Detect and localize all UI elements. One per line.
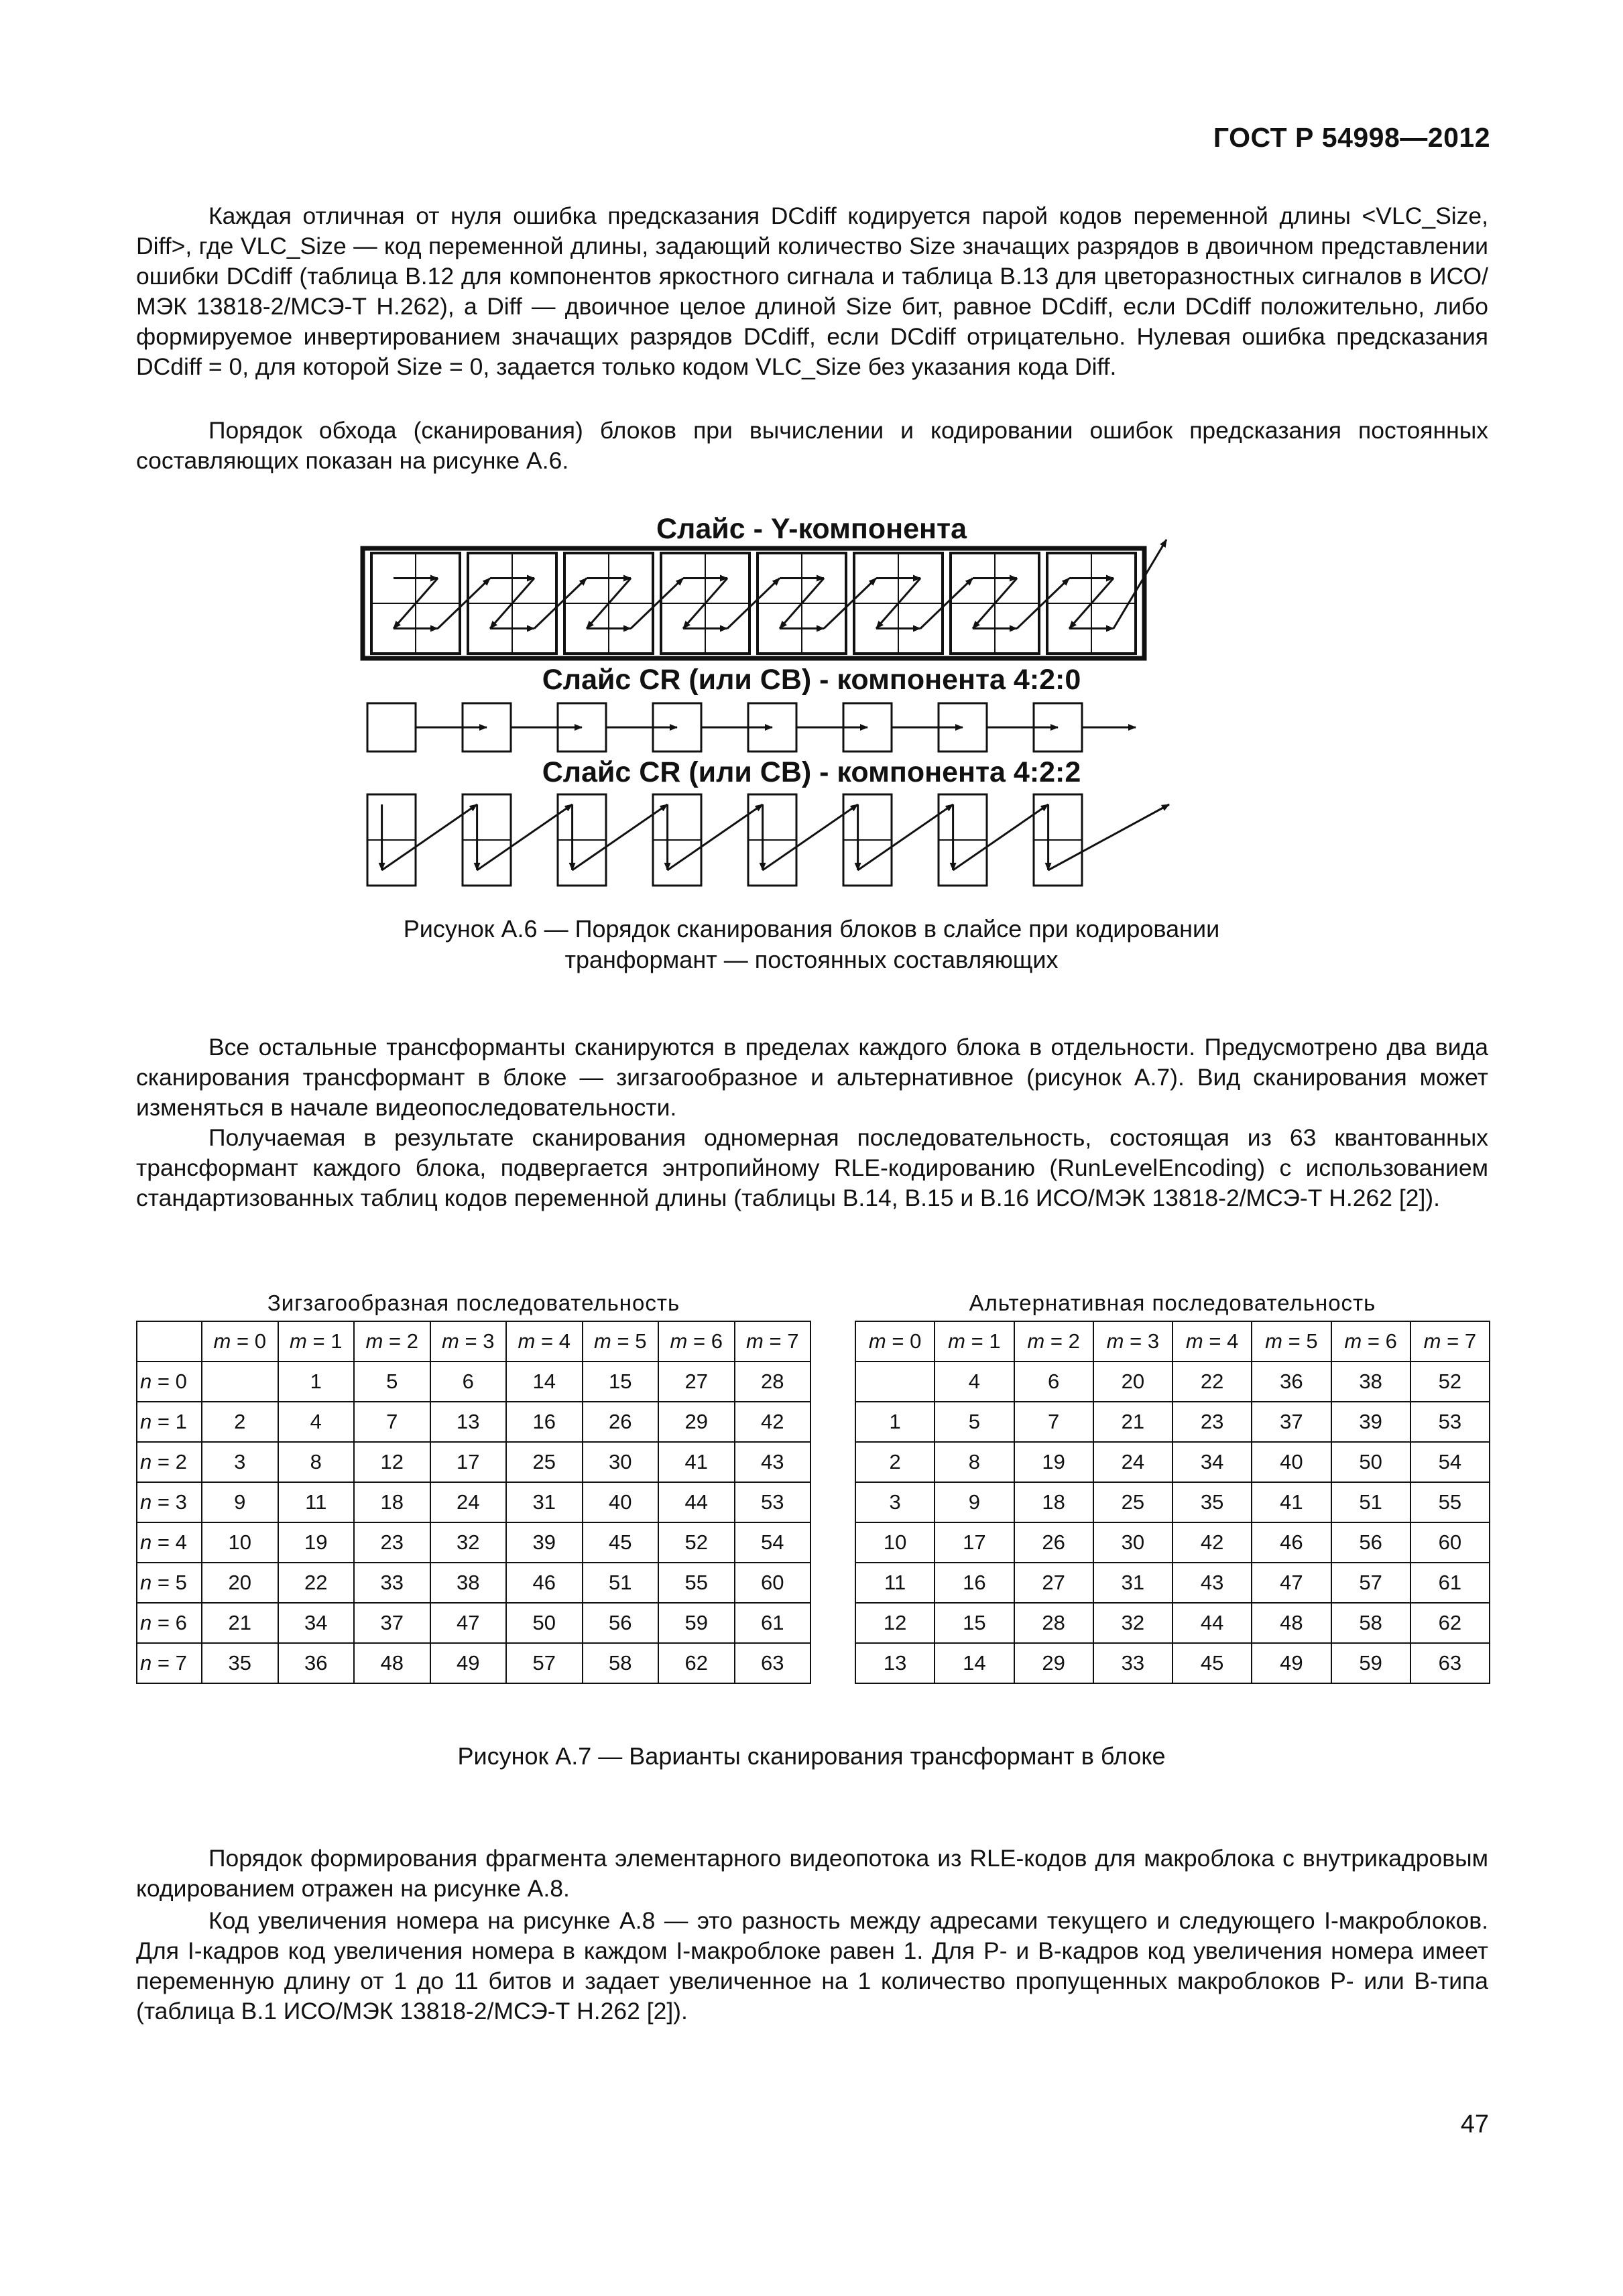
table-cell: 24 — [430, 1482, 507, 1522]
table-row — [137, 1442, 810, 1482]
table-cell: 10 — [202, 1522, 278, 1563]
table-cell: 14 — [506, 1362, 583, 1402]
table-cell: 53 — [1410, 1402, 1490, 1442]
column-header: m = 5 — [583, 1321, 659, 1362]
table-cell: 56 — [583, 1603, 659, 1643]
table-cell: 46 — [506, 1563, 583, 1603]
paragraph-rle — [136, 1123, 1488, 1213]
table-cell: 31 — [506, 1482, 583, 1522]
table-cell: 37 — [1252, 1402, 1331, 1442]
table-cell: 9 — [935, 1482, 1014, 1522]
table-cell: 4 — [935, 1362, 1014, 1402]
row-header: n = 2 — [137, 1442, 202, 1482]
figure-a6-caption — [0, 914, 1623, 975]
table-cell: 39 — [506, 1522, 583, 1563]
table-cell: 27 — [658, 1362, 735, 1402]
row-header: n = 7 — [137, 1643, 202, 1683]
table-cell: 23 — [1173, 1402, 1252, 1442]
table-cell: 25 — [506, 1442, 583, 1482]
table-cell: 25 — [1093, 1482, 1173, 1522]
table-cell: 43 — [1173, 1563, 1252, 1603]
table-cell: 3 — [202, 1442, 278, 1482]
document-header: ГОСТ Р 54998—2012 — [1213, 122, 1490, 153]
table-cell: 19 — [1014, 1442, 1093, 1482]
table-row — [137, 1522, 810, 1563]
figure-title-cr422: Слайс CR (или CB) - компонента 4:2:2 — [542, 756, 1081, 788]
row-header: n = 3 — [137, 1482, 202, 1522]
cr-422-slice — [367, 794, 1169, 886]
table-cell: 48 — [354, 1643, 430, 1683]
column-header: m = 7 — [735, 1321, 811, 1362]
table-cell: 55 — [1410, 1482, 1490, 1522]
table-cell: 16 — [506, 1402, 583, 1442]
table-row — [855, 1643, 1490, 1683]
table-cell: 5 — [935, 1402, 1014, 1442]
table-cell: 50 — [506, 1603, 583, 1643]
table-cell: 28 — [735, 1362, 811, 1402]
table-cell: 19 — [278, 1522, 355, 1563]
paragraph-text: Все остальные трансформанты сканируются в пределах каждого блока в отдельности. Предусмотрено два вида сканирования трансформант в блоке — зигзагообразное и альтернативное (рисунок А.7). Вид сканирования может изменяться в начале видеопоследовательности. — [136, 1034, 1488, 1121]
table-cell: 31 — [1093, 1563, 1173, 1603]
column-header: m = 2 — [354, 1321, 430, 1362]
zigzag-table-title: Зигзагообразная последовательность — [267, 1290, 680, 1315]
table-row — [137, 1563, 810, 1603]
table-cell: 21 — [202, 1603, 278, 1643]
table-cell: 32 — [430, 1522, 507, 1563]
figure-title-cr420: Слайс CR (или CB) - компонента 4:2:0 — [542, 664, 1081, 696]
table-cell: 27 — [1014, 1563, 1093, 1603]
table-cell: 40 — [1252, 1442, 1331, 1482]
table-cell: 10 — [855, 1522, 935, 1563]
table-cell: 32 — [1093, 1603, 1173, 1643]
column-header: m = 5 — [1252, 1321, 1331, 1362]
row-header: n = 4 — [137, 1522, 202, 1563]
row-header: n = 0 — [137, 1362, 202, 1402]
table-cell: 6 — [430, 1362, 507, 1402]
table-cell: 12 — [855, 1603, 935, 1643]
column-header: m = 6 — [1331, 1321, 1410, 1362]
table-cell: 54 — [1410, 1442, 1490, 1482]
column-header: m = 7 — [1410, 1321, 1490, 1362]
table-row — [137, 1482, 810, 1522]
table-cell: 42 — [735, 1402, 811, 1442]
table-row — [855, 1442, 1490, 1482]
table-cell: 7 — [1014, 1402, 1093, 1442]
y-component-slice — [363, 540, 1166, 658]
table-cell: 61 — [1410, 1563, 1490, 1603]
table-cell: 5 — [354, 1362, 430, 1402]
table-cell: 40 — [583, 1482, 659, 1522]
table-cell: 26 — [1014, 1522, 1093, 1563]
table-cell: 1 — [278, 1362, 355, 1402]
column-header: m = 0 — [855, 1321, 935, 1362]
row-header: n = 5 — [137, 1563, 202, 1603]
table-cell: 52 — [658, 1522, 735, 1563]
table-cell: 18 — [354, 1482, 430, 1522]
table-cell: 52 — [1410, 1362, 1490, 1402]
table-cell: 59 — [658, 1603, 735, 1643]
paragraph-bitstream — [136, 1844, 1488, 1904]
table-row — [855, 1362, 1490, 1402]
row-header: n = 6 — [137, 1603, 202, 1643]
column-header: m = 3 — [1093, 1321, 1173, 1362]
table-cell: 36 — [278, 1643, 355, 1683]
paragraph-address-increment — [136, 1906, 1488, 2027]
caption-line: Рисунок А.6 — Порядок сканирования блоков в слайсе при кодировании — [403, 915, 1220, 943]
table-cell: 42 — [1173, 1522, 1252, 1563]
table-row — [855, 1563, 1490, 1603]
table-cell: 58 — [583, 1643, 659, 1683]
table-cell: 28 — [1014, 1603, 1093, 1643]
column-header: m = 1 — [278, 1321, 355, 1362]
table-cell: 4 — [278, 1402, 355, 1442]
table-cell: 30 — [1093, 1522, 1173, 1563]
table-cell: 60 — [1410, 1522, 1490, 1563]
table-cell: 41 — [658, 1442, 735, 1482]
table-cell: 17 — [935, 1522, 1014, 1563]
table-cell: 62 — [658, 1643, 735, 1683]
table-row — [137, 1402, 810, 1442]
table-cell: 61 — [735, 1603, 811, 1643]
table-cell: 38 — [430, 1563, 507, 1603]
table-cell: 34 — [278, 1603, 355, 1643]
table-cell: 15 — [583, 1362, 659, 1402]
table-row — [137, 1643, 810, 1683]
table-cell: 2 — [855, 1442, 935, 1482]
table-header-row — [855, 1321, 1490, 1362]
table-row — [137, 1603, 810, 1643]
paragraph-text: Порядок обхода (сканирования) блоков при вычислении и кодировании ошибок предсказания постоянных составляющих показан на рисунке А.6. — [136, 417, 1488, 474]
table-cell: 30 — [583, 1442, 659, 1482]
table-cell: 59 — [1331, 1643, 1410, 1683]
paragraph-text: Каждая отличная от нуля ошибка предсказания DCdiff кодируется парой кодов переменной длины <VLC_Size, Diff>, где VLC_Size — код переменной длины, задающий количество Size значащих разрядов в двоичном представлении ошибки DCdiff (таблица В.12 для компонентов яркостного сигнала и таблица В.13 для цветоразностных сигналов в ИСО/МЭК 13818-2/МСЭ-Т Н.262), а Diff — двоичное целое длиной Size бит, равное DCdiff, если DCdiff положительно, либо формируемое инвертированием значащих разрядов DCdiff, если DCdiff отрицательно. Нулевая ошибка предсказания DCdiff = 0, для которой Size = 0, задается только кодом VLC_Size без указания кода Diff. — [136, 202, 1488, 380]
column-header: m = 1 — [935, 1321, 1014, 1362]
table-cell: 2 — [202, 1402, 278, 1442]
table-row — [855, 1522, 1490, 1563]
table-cell: 45 — [1173, 1643, 1252, 1683]
table-cell: 9 — [202, 1482, 278, 1522]
column-header: m = 4 — [1173, 1321, 1252, 1362]
table-cell: 18 — [1014, 1482, 1093, 1522]
table-row — [855, 1402, 1490, 1442]
table-cell: 14 — [935, 1643, 1014, 1683]
paragraph-text: Получаемая в результате сканирования одномерная последовательность, состоящая из 63 квантованных трансформант каждого блока, подвергается энтропийному RLE-кодированию (RunLevelEncoding) с использованием стандартизованных таблиц кодов переменной длины (таблицы В.14, В.15 и В.16 ИСО/МЭК 13818-2/МСЭ-Т Н.262 [2]). — [136, 1124, 1488, 1211]
column-header: m = 0 — [202, 1321, 278, 1362]
table-cell: 34 — [1173, 1442, 1252, 1482]
table-cell: 35 — [1173, 1482, 1252, 1522]
table-cell: 63 — [1410, 1643, 1490, 1683]
column-header: m = 2 — [1014, 1321, 1093, 1362]
table-cell: 35 — [202, 1643, 278, 1683]
caption-line: транформант — постоянных составляющих — [564, 946, 1059, 973]
cr-420-slice — [367, 703, 1136, 751]
table-cell: 15 — [935, 1603, 1014, 1643]
table-cell: 47 — [1252, 1563, 1331, 1603]
table-cell: 13 — [430, 1402, 507, 1442]
paragraph-text: Порядок формирования фрагмента элементарного видеопотока из RLE-кодов для макроблока с внутрикадровым кодированием отражен на рисунке А.8. — [136, 1845, 1488, 1902]
table-cell: 49 — [430, 1643, 507, 1683]
table-cell: 11 — [278, 1482, 355, 1522]
table-cell: 39 — [1331, 1402, 1410, 1442]
table-cell: 41 — [1252, 1482, 1331, 1522]
column-header: m = 6 — [658, 1321, 735, 1362]
table-cell: 63 — [735, 1643, 811, 1683]
figure-a7-caption: Рисунок А.7 — Варианты сканирования трансформант в блоке — [457, 1742, 1166, 1770]
table-cell: 21 — [1093, 1402, 1173, 1442]
table-cell: 17 — [430, 1442, 507, 1482]
table-header-row — [137, 1321, 810, 1362]
table-cell: 62 — [1410, 1603, 1490, 1643]
table-cell: 54 — [735, 1522, 811, 1563]
table-cell: 33 — [354, 1563, 430, 1603]
table-cell: 43 — [735, 1442, 811, 1482]
column-header: m = 4 — [506, 1321, 583, 1362]
table-cell: 6 — [1014, 1362, 1093, 1402]
table-cell: 60 — [735, 1563, 811, 1603]
table-cell: 20 — [1093, 1362, 1173, 1402]
table-row — [855, 1482, 1490, 1522]
figure-title-y: Слайс - Y-компонента — [656, 513, 967, 545]
table-cell: 36 — [1252, 1362, 1331, 1402]
table-cell: 50 — [1331, 1442, 1410, 1482]
corner-cell — [137, 1321, 202, 1362]
table-cell: 56 — [1331, 1522, 1410, 1563]
table-cell: 24 — [1093, 1442, 1173, 1482]
table-cell: 12 — [354, 1442, 430, 1482]
alternative-table — [855, 1321, 1490, 1684]
table-cell: 51 — [1331, 1482, 1410, 1522]
table-cell: 11 — [855, 1563, 935, 1603]
table-cell: 48 — [1252, 1603, 1331, 1643]
table-cell: 7 — [354, 1402, 430, 1442]
table-cell — [202, 1362, 278, 1402]
table-cell: 44 — [1173, 1603, 1252, 1643]
zigzag-table — [136, 1321, 811, 1684]
row-header: n = 1 — [137, 1402, 202, 1442]
alt-table-title: Альтернативная последовательность — [969, 1290, 1376, 1315]
table-cell: 33 — [1093, 1643, 1173, 1683]
paragraph-scanning-types — [136, 1032, 1488, 1123]
column-header: m = 3 — [430, 1321, 507, 1362]
table-cell: 53 — [735, 1482, 811, 1522]
table-cell: 26 — [583, 1402, 659, 1442]
figure-a6-diagram — [0, 0, 1623, 965]
page-number: 47 — [1460, 2110, 1489, 2138]
table-cell: 58 — [1331, 1603, 1410, 1643]
table-cell: 44 — [658, 1482, 735, 1522]
table-cell: 8 — [935, 1442, 1014, 1482]
table-cell: 45 — [583, 1522, 659, 1563]
table-cell: 29 — [658, 1402, 735, 1442]
table-cell: 55 — [658, 1563, 735, 1603]
table-cell: 29 — [1014, 1643, 1093, 1683]
table-cell: 1 — [855, 1402, 935, 1442]
table-cell — [855, 1362, 935, 1402]
table-cell: 46 — [1252, 1522, 1331, 1563]
table-cell: 13 — [855, 1643, 935, 1683]
table-cell: 22 — [1173, 1362, 1252, 1402]
table-cell: 37 — [354, 1603, 430, 1643]
paragraph-text: Код увеличения номера на рисунке А.8 — это разность между адресами текущего и следующего I-макроблоков. Для I-кадров код увеличения номера в каждом I-макроблоке равен 1. Для P- и B-кадров код увеличения номера имеет переменную длину от 1 до 11 битов и задает увеличенное на 1 количество пропущенных макроблоков P- или B-типа (таблица В.1 ИСО/МЭК 13818-2/МСЭ-Т Н.262 [2]). — [136, 1907, 1488, 2025]
table-cell: 47 — [430, 1603, 507, 1643]
table-cell: 38 — [1331, 1362, 1410, 1402]
table-cell: 16 — [935, 1563, 1014, 1603]
table-cell: 57 — [506, 1643, 583, 1683]
table-cell: 8 — [278, 1442, 355, 1482]
table-cell: 57 — [1331, 1563, 1410, 1603]
table-cell: 20 — [202, 1563, 278, 1603]
table-cell: 22 — [278, 1563, 355, 1603]
table-cell: 51 — [583, 1563, 659, 1603]
table-cell: 49 — [1252, 1643, 1331, 1683]
table-row — [855, 1603, 1490, 1643]
table-cell: 3 — [855, 1482, 935, 1522]
table-cell: 23 — [354, 1522, 430, 1563]
table-row — [137, 1362, 810, 1402]
